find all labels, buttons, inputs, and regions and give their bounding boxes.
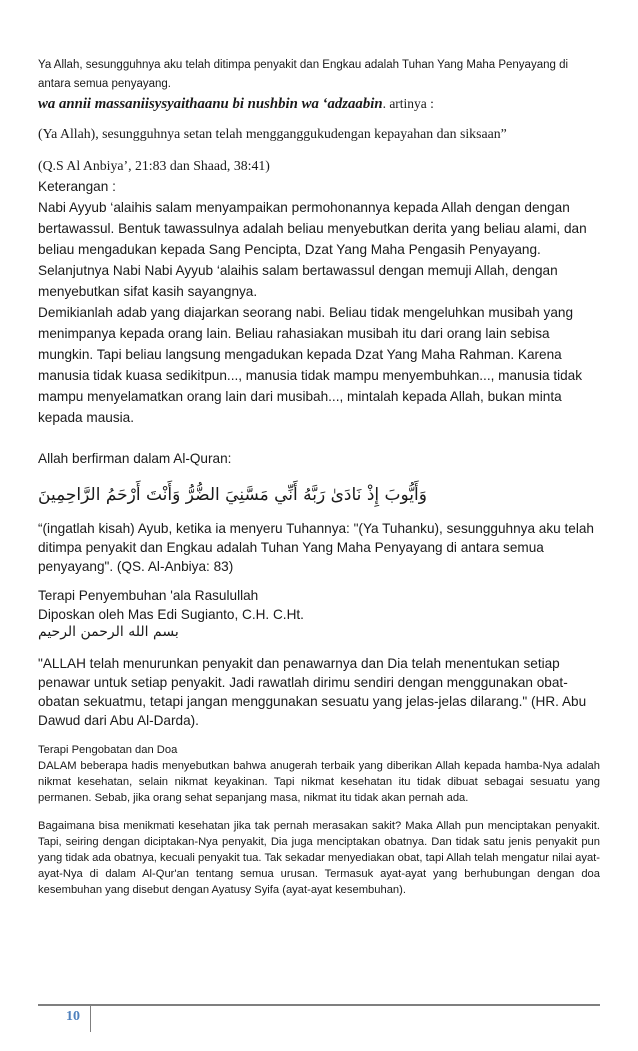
keterangan-body: Nabi Ayyub ‘alaihis salam menyampaikan permohonannya kepada Allah dengan dengan bertawassul. Bentuk tawassulnya adalah beliau menyebutkan derita yang beliau alami, dan beliau mengadukan kepada Sang Pencipta, Dzat Yang Maha Pengasih Penyayang. Selanjutnya Nabi Nabi Ayyub ‘alaihis salam bertawassul dengan memuji Allah, dengan menyebutkan sifat kasih sayangnya. [38, 200, 587, 299]
bagaimana-paragraph: Bagaimana bisa menikmati kesehatan jika tak pernah merasakan sakit? Maka Allah pun menciptakan penyakit. Tapi, seiring dengan diciptakan-Nya penyakit, Dia juga menciptakan obatnya. Dan tidak satu jenis penyakit pun yang tidak ada obatnya, kecuali penyakit tua. Tak sekadar menyediakan obat, tapi Allah telah mengatur nilai ayat-ayat-Nya di dalam Al-Qur'an tentang semua urusan. Termasuk ayat-ayat yang berhubungan dengan doa kesembuhan yang disebut dengan Ayatusy Syifa (ayat-ayat kesembuhan). [38, 820, 600, 896]
terapi-doa-title: Terapi Pengobatan dan Doa [38, 744, 178, 756]
latin-rest: . artinya : [382, 96, 434, 111]
terapi-title: Terapi Penyembuhan 'ala Rasulullah [38, 588, 259, 603]
page-number: 10 [66, 1009, 80, 1024]
keterangan-label: Keterangan : [38, 179, 116, 194]
intro-text: Ya Allah, sesungguhnya aku telah ditimpa penyakit dan Engkau adalah Tuhan Yang Maha Penyayang di antara semua penyayang. [38, 59, 569, 90]
latin-transliteration [38, 94, 600, 114]
latin-bold: wa annii massaniisysyaithaanu bi nushbin wa ‘adzaabin [38, 96, 383, 112]
footer-divider [90, 1006, 91, 1032]
basmalah: بسم الله الرحمن الرحيم [38, 624, 179, 640]
adab-paragraph: Demikianlah adab yang diajarkan seorang nabi. Beliau tidak mengeluhkan musibah yang menimpanya kepada orang lain. Beliau rahasiakan musibah itu dari orang lain sebisa mungkin. Tapi beliau langsung mengadukan kepada Dzat Yang Maha Rahman. Karena manusia tidak kuasa sedikitpun..., manusia tidak mampu menyembuhkan..., manusia tidak mampu menyelamatkan orang lain dari musibah..., mintalah kepada Allah, bukan minta kepada mausia. [38, 305, 583, 425]
hadith-quote: "ALLAH telah menurunkan penyakit dan penawarnya dan Dia telah menentukan setiap penawar untuk setiap penyakit. Jadi rawatlah dirimu sendiri dengan menggunakan obat-obatan sekuatmu, tetapi jangan menggunakan sesuatu yang jelas-jelas dilarang." (HR. Abu Dawud dari Abu Al-Darda). [38, 656, 587, 728]
document-page [38, 56, 600, 898]
arabic-verse: وَأَيُّوبَ إِذْ نَادَىٰ رَبَّهُ أَنِّي مَسَّنِيَ الضُّرُّ وَأَنْتَ أَرْحَمُ الرَّاحِمِينَ [38, 485, 427, 505]
firman-line: Allah berfirman dalam Al-Quran: [38, 451, 232, 466]
terapi-doa-body: DALAM beberapa hadis menyebutkan bahwa anugerah terbaik yang diberikan Allah kepada hamba-Nya adalah nikmat kesehatan, selain nikmat keyakinan. Tapi nikmat kesehatan itu tidak dibuat sebagai sesuatu yang permanen. Sebab, jika orang sehat sepanjang masa, nikmat itu tidak akan pernah ada. [38, 760, 600, 804]
citation-text: (Q.S Al Anbiya’, 21:83 dan Shaad, 38:41) [38, 158, 270, 173]
terapi-author: Diposkan oleh Mas Edi Sugianto, C.H. C.Ht. [38, 607, 304, 622]
footer-rule [38, 1004, 600, 1006]
translation-text: (Ya Allah), sesungguhnya setan telah mengganggukudengan kepayahan dan siksaan” [38, 126, 507, 141]
verse-translation: “(ingatlah kisah) Ayub, ketika ia menyeru Tuhannya: "(Ya Tuhanku), sesungguhnya aku telah ditimpa penyakit dan Engkau adalah Tuhan Yang Maha Penyayang di antara semua penyayang". (QS. Al-Anbiya: 83) [38, 521, 594, 574]
